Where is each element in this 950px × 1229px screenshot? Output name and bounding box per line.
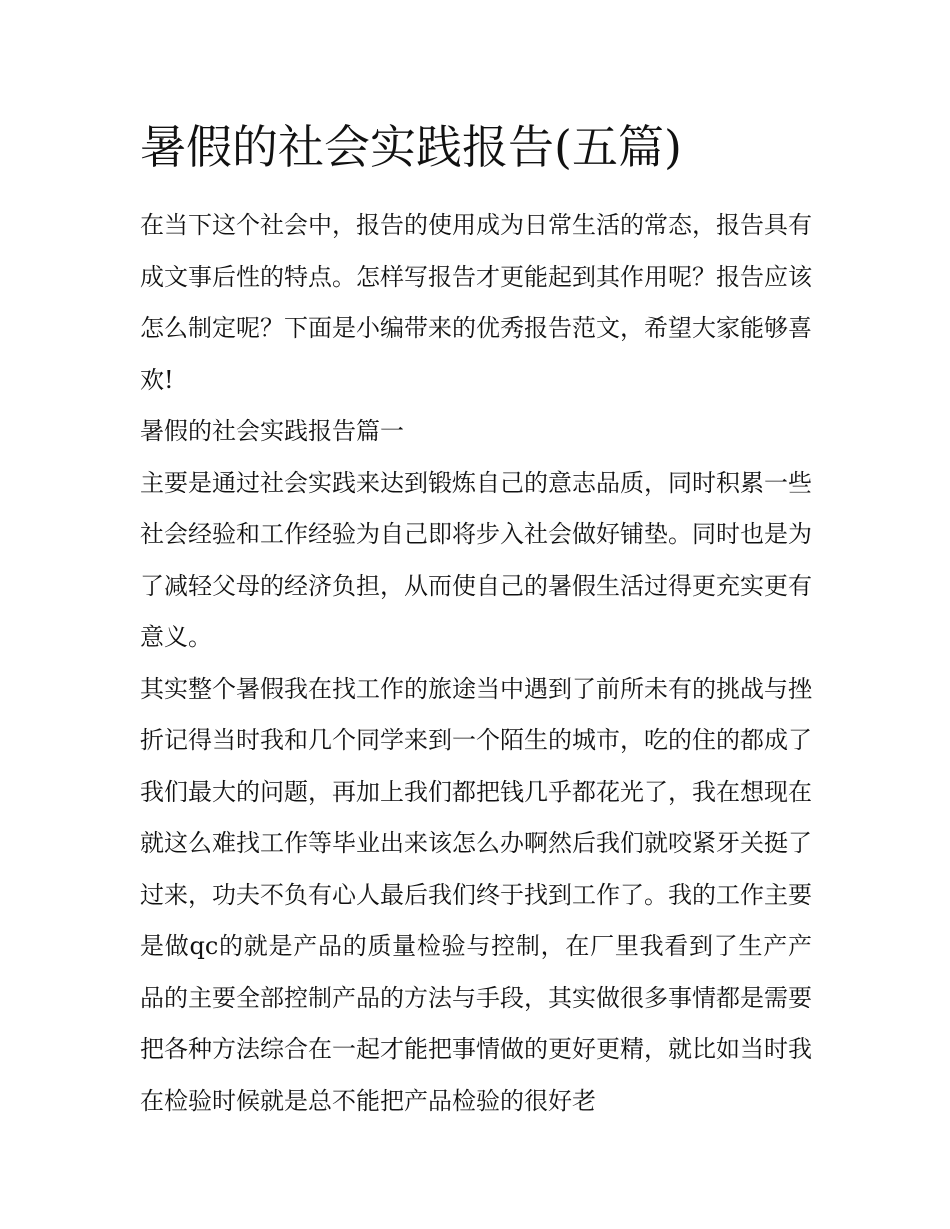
body-paragraph-1: 主要是通过社会实践来达到锻炼自己的意志品质，同时积累一些社会经验和工作经验为自己即将步入社会做好铺垫。同时也是为了减轻父母的经济负担，从而使自己的暑假生活过得更充实更有意义。 <box>140 468 812 651</box>
document-page <box>140 112 812 1127</box>
section-heading: 暑假的社会实践报告篇一 <box>140 417 404 445</box>
document-title: 暑假的社会实践报告(五篇) <box>140 120 682 174</box>
body-paragraph-2: 其实整个暑假我在找工作的旅途当中遇到了前所未有的挑战与挫折记得当时我和几个同学来到一个陌生的城市，吃的住的都成了我们最大的问题，再加上我们都把钱几乎都花光了，我在想现在就这么难找工作等毕业出来该怎么办啊然后我们就咬紧牙关挺了过来，功夫不负有心人最后我们终于找到工作了。我的工作主要是做qc的就是产品的质量检验与控制，在厂里我看到了生产产品的主要全部控制产品的方法与手段，其实做很多事情都是需要把各种方法综合在一起才能把事情做的更好更精，就比如当时我在检验时候就是总不能把产品检验的很好老 <box>140 674 812 1115</box>
intro-paragraph: 在当下这个社会中，报告的使用成为日常生活的常态，报告具有成文事后性的特点。怎样写报告才更能起到其作用呢？报告应该怎么制定呢？下面是小编带来的优秀报告范文，希望大家能够喜欢! <box>140 211 812 394</box>
